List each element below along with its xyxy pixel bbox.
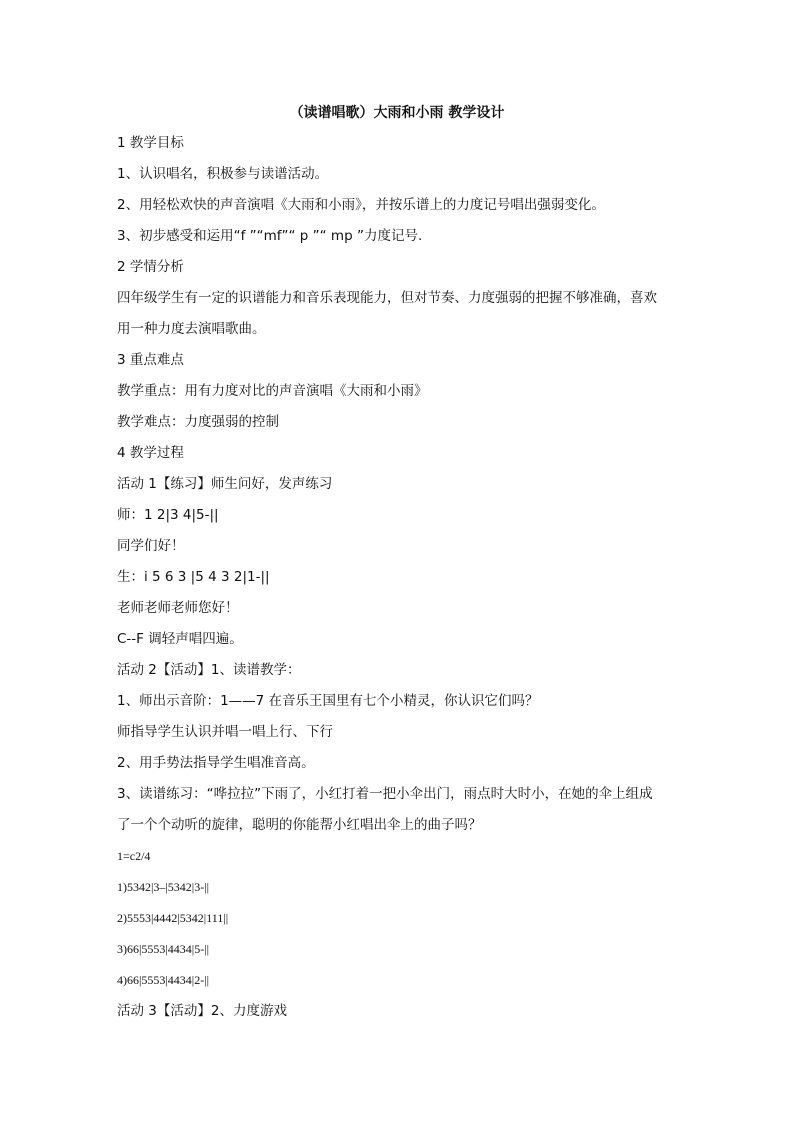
paragraph-line: 同学们好！ [117, 538, 185, 554]
notation-line: 1)5342|3–|5342|3-|| [117, 880, 210, 894]
paragraph-line: 了一个个动听的旋律，聪明的你能帮小红唱出伞上的曲子吗？ [117, 817, 482, 833]
notation-line: 生：i 5 6 3 |5 4 3 2|1-|| [117, 569, 270, 585]
section-heading-analysis: 2 学情分析 [117, 259, 184, 275]
paragraph-line: 2、用手势法指导学生唱准音高。 [117, 755, 315, 771]
paragraph-line: 3、读谱练习：“哗拉拉”下雨了，小红打着一把小伞出门，雨点时大时小，在她的伞上组成 [117, 786, 653, 802]
paragraph-line: 四年级学生有一定的识谱能力和音乐表现能力，但对节奏、力度强弱的把握不够准确，喜欢 [117, 290, 657, 306]
paragraph-line: C--F 调轻声唱四遍。 [117, 631, 243, 647]
document-body [117, 133, 677, 1032]
document-title: （读谱唱歌）大雨和小雨 教学设计 [289, 105, 505, 121]
activity-heading: 活动 2【活动】1、读谱教学： [117, 662, 301, 678]
notation-line: 3)66|5553|4434|5-|| [117, 942, 210, 956]
notation-line: 师：1 2|3 4|5-|| [117, 507, 219, 523]
paragraph-line: 2、用轻松欢快的声音演唱《大雨和小雨》，并按乐谱上的力度记号唱出强弱变化。 [117, 197, 605, 213]
key-signature-line: 1=c2/4 [117, 849, 151, 863]
notation-line: 2)5553|4442|5342|111|| [117, 911, 229, 925]
section-heading-process: 4 教学过程 [117, 445, 184, 461]
paragraph-line: 老师老师老师您好！ [117, 600, 239, 616]
activity-heading: 活动 3【活动】2、力度游戏 [117, 1003, 287, 1019]
paragraph-line: 1、认识唱名，积极参与读谱活动。 [117, 166, 329, 182]
activity-heading: 活动 1【练习】师生问好，发声练习 [117, 476, 333, 492]
paragraph-line: 1、师出示音阶：1——7 在音乐王国里有七个小精灵，你认识它们吗？ [117, 693, 539, 709]
section-heading-key-points: 3 重点难点 [117, 352, 184, 368]
paragraph-line: 教学重点：用有力度对比的声音演唱《大雨和小雨》 [117, 383, 428, 399]
paragraph-line: 教学难点：力度强弱的控制 [117, 414, 279, 430]
section-heading-objectives: 1 教学目标 [117, 135, 184, 151]
paragraph-line: 师指导学生认识并唱一唱上行、下行 [117, 724, 333, 740]
paragraph-line: 用一种力度去演唱歌曲。 [117, 321, 266, 337]
paragraph-line: 3、初步感受和运用“f ”“mf”“ p ”“ mp ”力度记号. [117, 228, 423, 244]
notation-line: 4)66|5553|4434|2-|| [117, 973, 210, 987]
